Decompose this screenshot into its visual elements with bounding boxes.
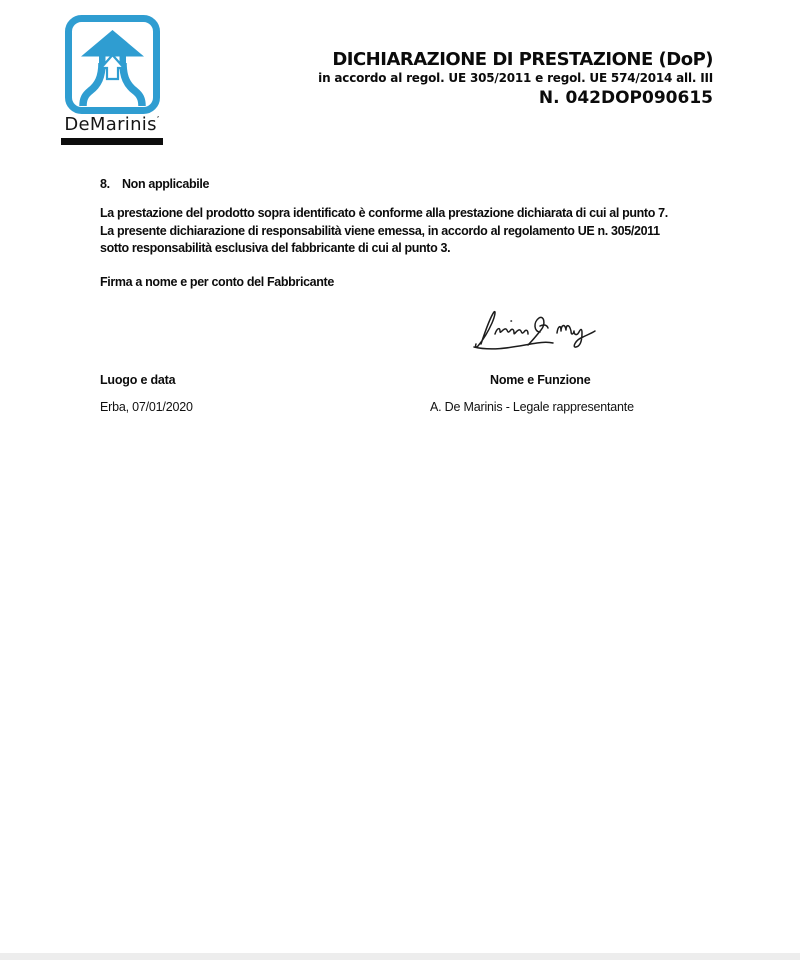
document-title: DICHIARAZIONE DI PRESTAZIONE (DoP): [332, 49, 713, 70]
trademark-mark: ’: [156, 115, 160, 124]
paragraph-line-2: La presente dichiarazione di responsabilità viene emessa, in accordo al regolamento UE n. 305/2011: [100, 223, 660, 238]
item-8-number: 8.: [100, 177, 110, 191]
document-header: [318, 50, 713, 108]
place-date-value: Erba, 07/01/2020: [100, 400, 193, 414]
page-bottom-edge: [0, 953, 800, 960]
demarinis-house-arrow-icon: [65, 15, 160, 114]
item-8-text: Non applicabile: [122, 177, 210, 191]
company-logo: [61, 15, 163, 145]
name-function-label: Nome e Funzione: [490, 373, 591, 387]
handwritten-signature-image: [465, 302, 625, 352]
company-wordmark: [61, 115, 163, 135]
company-name: DeMarinis: [64, 114, 157, 135]
paragraph-line-1: La prestazione del prodotto sopra identificato è conforme alla prestazione dichiarata di cui al punto 7.: [100, 206, 668, 220]
paragraph-line-3: sotto responsabilità esclusiva del fabbricante di cui al punto 3.: [100, 241, 451, 255]
declaration-paragraph: [100, 205, 668, 258]
place-date-label: Luogo e data: [100, 373, 176, 387]
item-8: [100, 176, 209, 194]
name-function-value: A. De Marinis - Legale rappresentante: [430, 400, 634, 414]
document-subtitle: in accordo al regol. UE 305/2011 e regol. UE 574/2014 all. III: [318, 71, 713, 85]
signature-caption: Firma a nome e per conto del Fabbricante: [100, 275, 334, 289]
brand-underline-bar: [61, 138, 163, 145]
document-number: N. 042DOP090615: [538, 88, 713, 108]
